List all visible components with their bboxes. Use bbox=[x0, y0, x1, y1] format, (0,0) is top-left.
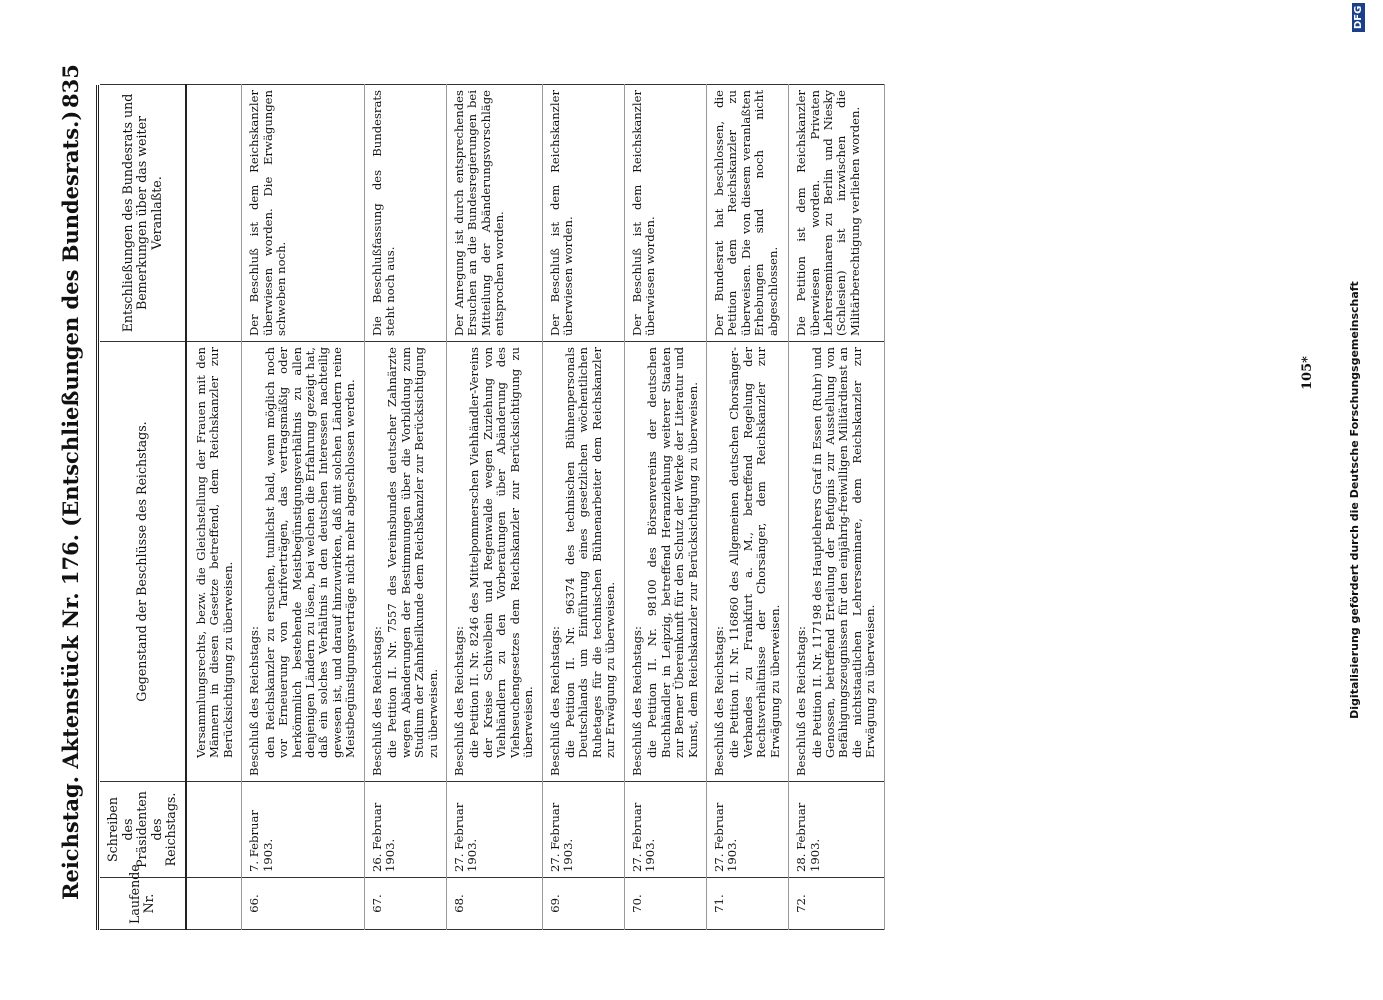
row-resolution bbox=[186, 85, 242, 342]
row-subject-declaration: Beschluß des Reichstags: bbox=[451, 626, 466, 776]
row-number: 69. bbox=[542, 878, 624, 930]
table-row bbox=[364, 85, 446, 930]
row-subject-text: den Reichskanzler zu ersuchen, tunlichst bald, wenn möglich noch vor Erneuerung von Tarifverträgen, das vertragsmäßig oder herkömmlich bestehende Meistbegünstigungsverhältnis zu allen denjenigen Ländern zu lösen, bei welchen die Erfahrung gezeigt hat, daß ein solches Verhältnis in den deutschen Interessen nachteilig gewesen ist, und darauf hinzuwirken, daß mit solchen Ländern reine Meistbegünstigungsverträge nicht mehr abgeschlossen werden. bbox=[262, 347, 358, 758]
row-date: 27. Februar 1903. bbox=[624, 782, 706, 878]
row-number bbox=[186, 878, 242, 930]
table-row bbox=[789, 85, 885, 930]
row-date bbox=[186, 782, 242, 878]
row-number: 72. bbox=[789, 878, 885, 930]
row-date: 7. Februar 1903. bbox=[242, 782, 365, 878]
row-resolution: Der Beschluß ist dem Reichskanzler überwiesen worden. Die Erwägungen schweben noch. bbox=[242, 85, 365, 342]
header-rule bbox=[96, 85, 99, 930]
col-header-resolution: Entschließungen des Bundesrats und Bemerkungen über das weiter Veranlaßte. bbox=[100, 85, 186, 342]
row-subject bbox=[186, 342, 242, 782]
row-subject-text: die Petition II. Nr. 98100 des Börsenvereins der deutschen Buchhändler in Leipzig, betreffend Heranziehung weiterer Staaten zur Berner Übereinkunft für den Schutz der Werke der Literatur und Kunst, dem Reichskanzler zur Berücksichtigung zu überweisen. bbox=[645, 347, 700, 758]
row-number: 66. bbox=[242, 878, 365, 930]
table-row bbox=[446, 85, 542, 930]
table-row bbox=[186, 85, 242, 930]
row-number: 70. bbox=[624, 878, 706, 930]
row-date: 26. Februar 1903. bbox=[364, 782, 446, 878]
row-subject bbox=[706, 342, 788, 782]
table-row bbox=[706, 85, 788, 930]
table-row bbox=[624, 85, 706, 930]
row-subject bbox=[542, 342, 624, 782]
resolutions-table bbox=[100, 84, 885, 930]
row-number: 68. bbox=[446, 878, 542, 930]
row-resolution: Der Anregung ist durch entsprechendes Ersuchen an die Bundesregierungen bei Mitteilung der Abänderungsvorschläge entsprochen worden. bbox=[446, 85, 542, 342]
row-subject bbox=[446, 342, 542, 782]
row-resolution: Die Beschlußfassung des Bundesrats steht noch aus. bbox=[364, 85, 446, 342]
row-subject-text: die Petition II. Nr. 7557 des Vereinsbundes deutscher Zahnärzte wegen Abänderungen der Bestimmungen über die Vorbildung zum Studium der Zahnheilkunde dem Reichskanzler zur Berücksichtigung zu überweisen. bbox=[385, 347, 440, 758]
row-subject-declaration: Beschluß des Reichstags: bbox=[547, 626, 562, 776]
row-date: 27. Februar 1903. bbox=[706, 782, 788, 878]
digitization-footer: Digitalisierung gefördert durch die Deutsche Forschungsgemeinschaft bbox=[1348, 281, 1361, 719]
row-subject-declaration: Beschluß des Reichstags: bbox=[247, 626, 262, 776]
row-subject-text: die Petition II. Nr. 116860 des Allgemeinen deutschen Chorsänger-Verbandes zu Frankfurt a. M., betreffend Regelung der Rechtsverhältnisse der Chorsänger, dem Reichskanzler zur Erwägung zu überweisen. bbox=[727, 347, 782, 758]
row-number: 67. bbox=[364, 878, 446, 930]
col-header-num: Laufende Nr. bbox=[100, 878, 186, 930]
dfg-logo: DFG bbox=[1352, 3, 1365, 32]
col-header-date: Schreiben des Präsidenten des Reichstags. bbox=[100, 782, 186, 878]
row-subject-declaration: Beschluß des Reichstags: bbox=[794, 626, 809, 776]
row-subject bbox=[624, 342, 706, 782]
signature-mark: 105* bbox=[1300, 356, 1315, 390]
row-subject-text: die Petition II. Nr. 8246 des Mittelpommerschen Viehhändler-Vereins der Kreise Schivelbein und Regenwalde wegen Zuziehung von Viehhändlern zu den Vorberatungen über Abänderung des Viehseuchengesetzes dem Reichskanzler zur Berücksichtigung zu überweisen. bbox=[467, 347, 536, 758]
table-row bbox=[542, 85, 624, 930]
row-date: 27. Februar 1903. bbox=[446, 782, 542, 878]
page-header bbox=[0, 0, 92, 1000]
row-date: 27. Februar 1903. bbox=[542, 782, 624, 878]
row-subject-text: die Petition II. Nr. 117198 des Hauptlehrers Graf in Essen (Ruhr) und Genossen, betreffend Erteilung der Befugnis zur Ausstellung von Befähigungszeugnissen für den einjährig-freiwilligen Militärdienst an die nichtstaatlichen Lehrerseminare, dem Reichskanzler zur Erwägung zu überweisen. bbox=[809, 347, 878, 758]
page-number: 835 bbox=[58, 64, 83, 108]
row-subject bbox=[364, 342, 446, 782]
row-subject-text: die Petition II. Nr. 96374 des technischen Bühnenpersonals Deutschlands um Einführung eines gesetzlichen wöchentlichen Ruhetages für die technischen Bühnenarbeiter dem Reichskanzler zur Erwägung zu überweisen. bbox=[563, 347, 618, 758]
table-header-row bbox=[100, 85, 186, 930]
row-subject-declaration: Beschluß des Reichstags: bbox=[629, 626, 644, 776]
row-resolution: Der Beschluß ist dem Reichskanzler überwiesen worden. bbox=[624, 85, 706, 342]
row-subject bbox=[242, 342, 365, 782]
row-date: 28. Februar 1903. bbox=[789, 782, 885, 878]
row-subject bbox=[789, 342, 885, 782]
row-subject-declaration: Beschluß des Reichstags: bbox=[711, 626, 726, 776]
running-title: Reichstag. Aktenstück Nr. 176. (Entschließungen des Bundesrats.) bbox=[58, 110, 83, 900]
table-row bbox=[242, 85, 365, 930]
row-resolution: Der Beschluß ist dem Reichskanzler überwiesen worden. bbox=[542, 85, 624, 342]
row-resolution: Der Bundesrat hat beschlossen, die Petition dem Reichskanzler zu überweisen. Die von diesem veranlaßten Erhebungen sind noch nicht abgeschlossen. bbox=[706, 85, 788, 342]
row-subject-declaration: Beschluß des Reichstags: bbox=[369, 626, 384, 776]
row-resolution: Die Petition ist dem Reichskanzler überwiesen worden. Privaten Lehrerseminaren zu Berlin und Niesky (Schlesien) ist inzwischen die Militärberechtigung verliehen worden. bbox=[789, 85, 885, 342]
row-subject-text: Versammlungsrechts, bezw. die Gleichstellung der Frauen mit den Männern in diesen Gesetze betreffend, dem Reichskanzler zur Berücksichtigung zu überweisen. bbox=[193, 347, 235, 758]
row-number: 71. bbox=[706, 878, 788, 930]
col-header-subject: Gegenstand der Beschlüsse des Reichstags. bbox=[100, 342, 186, 782]
